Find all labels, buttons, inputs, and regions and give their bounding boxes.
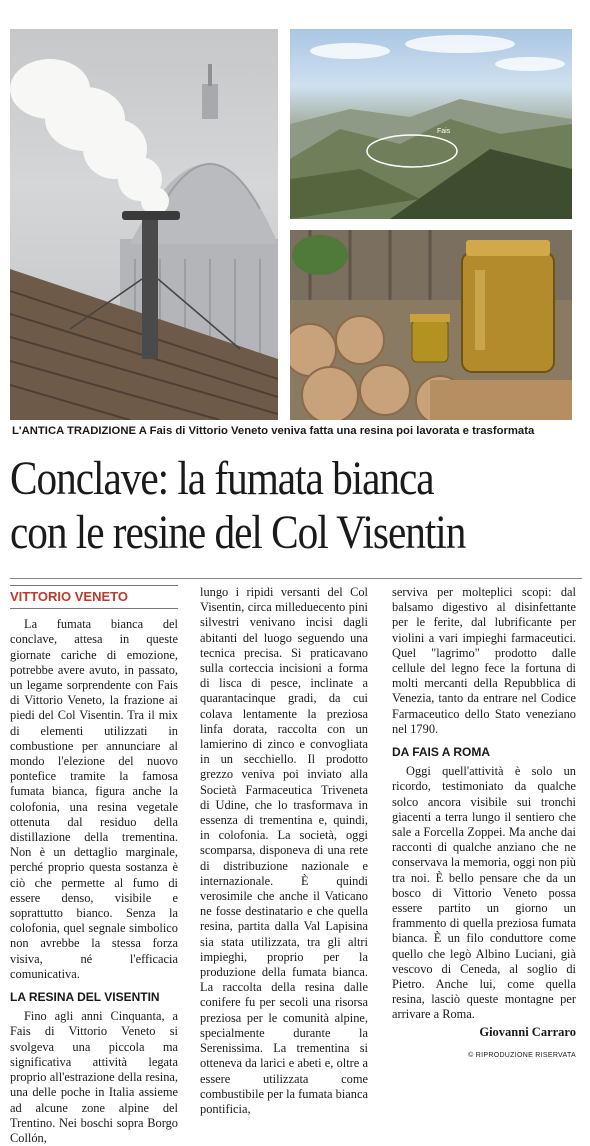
caption-text: A Fais di Vittorio Veneto veniva fatta una resina poi lavorata e trasformata (138, 425, 535, 437)
headline-divider (10, 578, 582, 579)
headline-line-1: Conclave: la fumata bianca (10, 452, 434, 505)
mountain-label: Fais (437, 128, 451, 135)
paragraph-fais-roma: Oggi quell'attività è solo un ricordo, testimoniato da qualche solco ancora visibile sui tronchi giacenti a terra lungo il sentiero che sale a Forcella Zoppei. Ma anche dai racconti di qualche anziano che ne conservava la memoria, oggi non più tra noi. È bello pensare che da un bosco di Vittorio Veneto possa essere partito un giorno un frammento di quella preziosa fumata bianca. È un filo conduttore come quello che legò Albino Luciani, già vescovo di Ceneda, al soglio di Pietro. Anche lui, come quella resina, lasciò queste montagne per arrivare a Roma. (392, 764, 576, 1022)
paragraph-resina: Fino agli anni Cinquanta, a Fais di Vittorio Veneto si svolgeva una piccola ma significativa attività legata proprio all'estrazione della resina, una delle poche in Italia assieme ad alcune zone alpine del Trentino. Nei boschi sopra Borgo Collón, (10, 1009, 178, 1145)
copyright-notice: © RIPRODUZIONE RISERVATA (468, 1051, 576, 1059)
photo-chimney-smoke (10, 29, 278, 420)
location-label: VITTORIO VENETO (10, 585, 178, 609)
paragraph-resina-cont: lungo i ripidi versanti del Col Visentin, circa milleduecento pini silvestri venivano incisi dagli abitanti del luogo seguendo una tecnica precisa. Si praticavano sulla corteccia incisioni a forma di lisca di pesce, inclinate a quarantacinque gradi, da cui colava lentamente la preziosa linfa dorata, raccolta con un lamierino di zinco e convogliata in un secchiello. Il prodotto grezzo veniva poi inviato alla Società Farmaceutica Triveneta di Udine, che lo trasformava in essenza di trementina e, quindi, in colofonia. La società, oggi scomparsa, disponeva di una rete di distribuzione nazionale e internazionale. È quindi verosimile che anche il Vaticano ne fosse destinatario e che quella resina, partita dalla Val Lapisina sia stata utilizzata, tra gli altri impieghi, proprio per la produzione della fumata bianca. La raccolta della resina dalle conifere fu per secoli una risorsa preziosa per le comunità alpine, specialmente durante la Serenissima. La trementina si otteneva da larici e abeti e, oltre a essere utilizzata come combustibile per la fumata bianca pontificia, (200, 585, 368, 1116)
byline: Giovanni Carraro (479, 1024, 576, 1039)
photo-mountain-panorama (290, 29, 572, 219)
article-column-3 (392, 585, 576, 1063)
subhead-fais-roma: DA FAIS A ROMA (392, 745, 490, 760)
photo-resin-jars (290, 230, 572, 420)
paragraph-usi: serviva per molteplici scopi: dal balsamo digestivo al disinfettante per le ferite, dal lubrificante per violini a vari impieghi farmaceutici. Quel "lagrimo" prodotto dalle cellule del legno fece la fortuna di molti mercanti della Repubblica di Venezia, tanto da entrare nel Codice Farmaceutico dello Stato veneziano nel 1790. (392, 585, 576, 736)
photo-caption (12, 425, 578, 437)
subhead-resina: LA RESINA DEL VISENTIN (10, 990, 160, 1005)
caption-kicker: L'ANTICA TRADIZIONE (12, 425, 137, 437)
paragraph-intro: La fumata bianca del conclave, attesa in queste giornate cariche di emozione, potrebbe avere avuto, in passato, un legame sorprendente con Fais di Vittorio Veneto, la frazione ai piedi del Col Visentin. Tra il mix di elementi utilizzati in combustione per annunciare al mondo l'elezione del nuovo pontefice tramite la famosa fumata bianca, figura anche la colofonia, una resina vegetale ottenuta dal residuo della distillazione della trementina. Non è un dettaglio marginale, perché proprio questa sostanza è ciò che permette al fumo di essere denso, visibile e soprattutto bianco. Senza la colofonia, quel segnale simbolico non avrebbe la stessa forza visiva, né l'efficacia comunicativa. (10, 617, 178, 981)
article-column-1 (10, 585, 178, 1146)
article-column-2 (200, 585, 368, 1117)
headline-line-2: con le resine del Col Visentin (10, 506, 466, 559)
headline (10, 452, 502, 560)
